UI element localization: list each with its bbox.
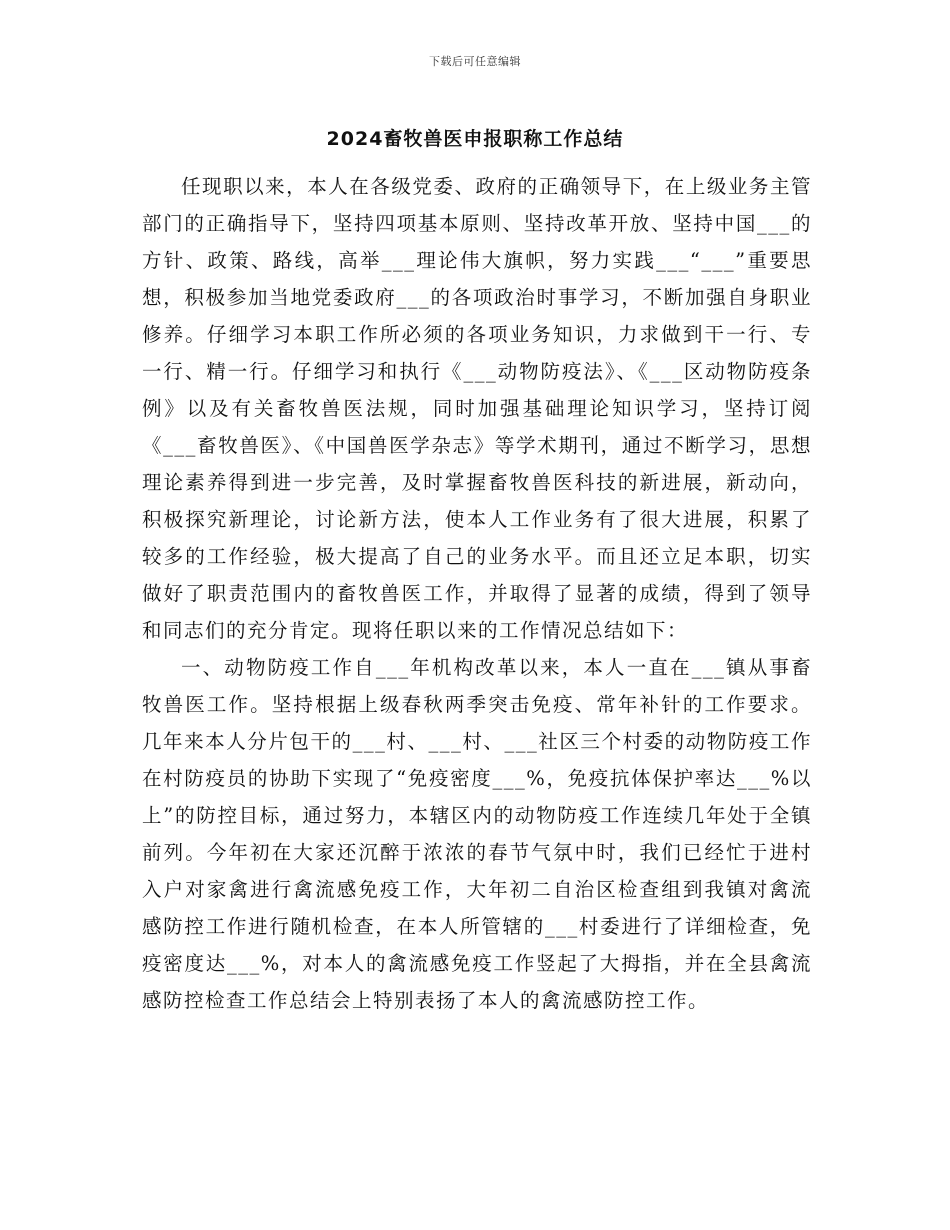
document-title: 2024畜牧兽医申报职称工作总结 <box>326 128 624 150</box>
document-body <box>142 168 812 1019</box>
paragraph-intro: 任现职以来，本人在各级党委、政府的正确领导下，在上级业务主管部门的正确指导下，坚持四项基本原则、坚持改革开放、坚持中国___的方针、政策、路线，高举___理论伟大旗帜，努力实践___“___”重要思想，积极参加当地党委政府___的各项政治时事学习，不断加强自身职业修养。仔细学习本职工作所必须的各项业务知识，力求做到干一行、专一行、精一行。仔细学习和执行《___动物防疫法》、《___区动物防疫条例》以及有关畜牧兽医法规，同时加强基础理论知识学习，坚持订阅《___畜牧兽医》、《中国兽医学杂志》等学术期刊，通过不断学习，思想理论素养得到进一步完善，及时掌握畜牧兽医科技的新进展，新动向，积极探究新理论，讨论新方法，使本人工作业务有了很大进展，积累了较多的工作经验，极大提高了自己的业务水平。而且还立足本职，切实做好了职责范围内的畜牧兽医工作，并取得了显著的成绩，得到了领导和同志们的充分肯定。现将任职以来的工作情况总结如下： <box>142 175 812 642</box>
header-note: 下载后可任意编辑 <box>429 55 521 68</box>
paragraph-animal-epidemic-prevention: 一、动物防疫工作自___年机构改革以来，本人一直在___镇从事畜牧兽医工作。坚持根据上级春秋两季突击免疫、常年补针的工作要求。几年来本人分片包干的___村、___村、___社区三个村委的动物防疫工作在村防疫员的协助下实现了“免疫密度___%，免疫抗体保护率达___%以上”的防控目标，通过努力，本辖区内的动物防疫工作连续几年处于全镇前列。今年初在大家还沉醉于浓浓的春节气氛中时，我们已经忙于进村入户对家禽进行禽流感免疫工作，大年初二自治区检查组到我镇对禽流感防控工作进行随机检查，在本人所管辖的___村委进行了详细检查，免疫密度达___%，对本人的禽流感免疫工作竖起了大拇指，并在全县禽流感防控检查工作总结会上特别表扬了本人的禽流感防控工作。 <box>142 656 812 1012</box>
